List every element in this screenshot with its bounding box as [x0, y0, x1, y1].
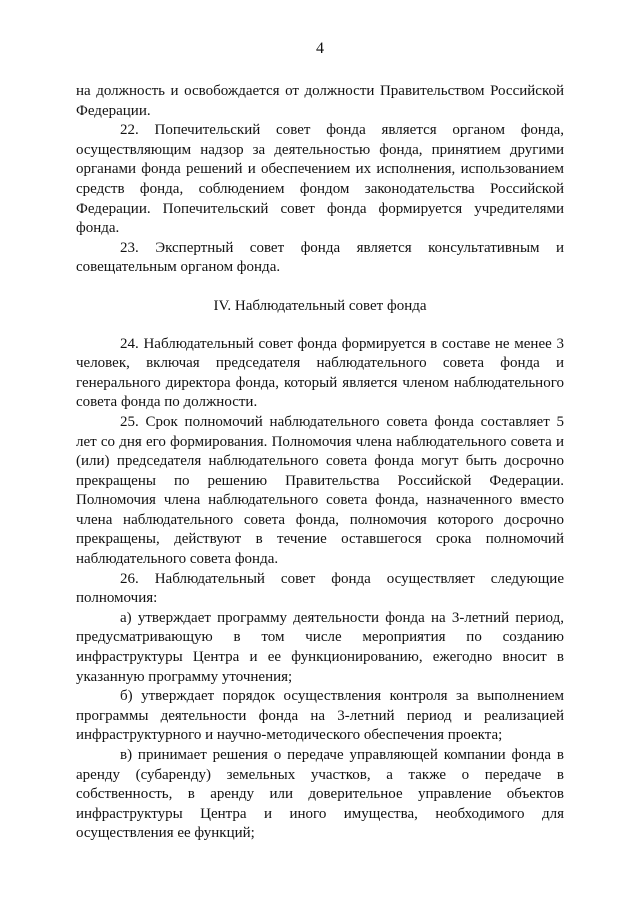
page-number: 4: [316, 40, 324, 57]
subitem-a: а) утверждает программу деятельности фонда на 3-летний период, предусматривающую в том числе мероприятия по созданию инфраструктуры Центра и ее функционированию, ежегодно вносит в указанную программу уточнения;: [76, 609, 564, 685]
paragraph-22: 22. Попечительский совет фонда является органом фонда, осуществляющим надзор за деятельностью фонда, принятием другими органами фонда решений и обеспечением их исполнения, использованием средств фонда, соблюдением фондом законодательства Российской Федерации. Попечительский совет фонда формируется учредителями фонда.: [76, 122, 564, 237]
paragraph-23: 23. Экспертный совет фонда является консультативным и совещательным органом фонда.: [76, 239, 564, 276]
document-body: [76, 82, 564, 844]
paragraph-24: 24. Наблюдательный совет фонда формируется в составе не менее 3 человек, включая председателя наблюдательного совета фонда и генерального директора фонда, который является членом наблюдательного совета фонда по должности.: [76, 335, 564, 411]
section-heading: IV. Наблюдательный совет фонда: [213, 297, 427, 314]
paragraph-continuation: на должность и освобождается от должности Правительством Российской Федерации.: [76, 83, 564, 119]
paragraph-26: 26. Наблюдательный совет фонда осуществляет следующие полномочия:: [76, 570, 564, 607]
subitem-v: в) принимает решения о передаче управляющей компании фонда в аренду (субаренду) земельных участков, а также о передаче в собственность, в аренду или доверительное управление объектов инфраструктуры Центра и иного имущества, необходимого для осуществления ее функций;: [76, 747, 564, 842]
paragraph-25: 25. Срок полномочий наблюдательного совета фонда составляет 5 лет со дня его формирования. Полномочия члена наблюдательного совета и (или) председателя наблюдательного совета фонда могут быть досрочно прекращены по решению Правительства Российской Федерации. Полномочия члена наблюдательного совета фонда, назначенного вместо члена наблюдательного совета фонда, полномочия которого досрочно прекращены, действуют в течение оставшегося срока полномочий наблюдательного совета фонда.: [76, 413, 564, 568]
subitem-b: б) утверждает порядок осуществления контроля за выполнением программы деятельности фонда на 3-летний период и реализацией инфраструктурного и научно-методического обеспечения проекта;: [76, 688, 564, 744]
